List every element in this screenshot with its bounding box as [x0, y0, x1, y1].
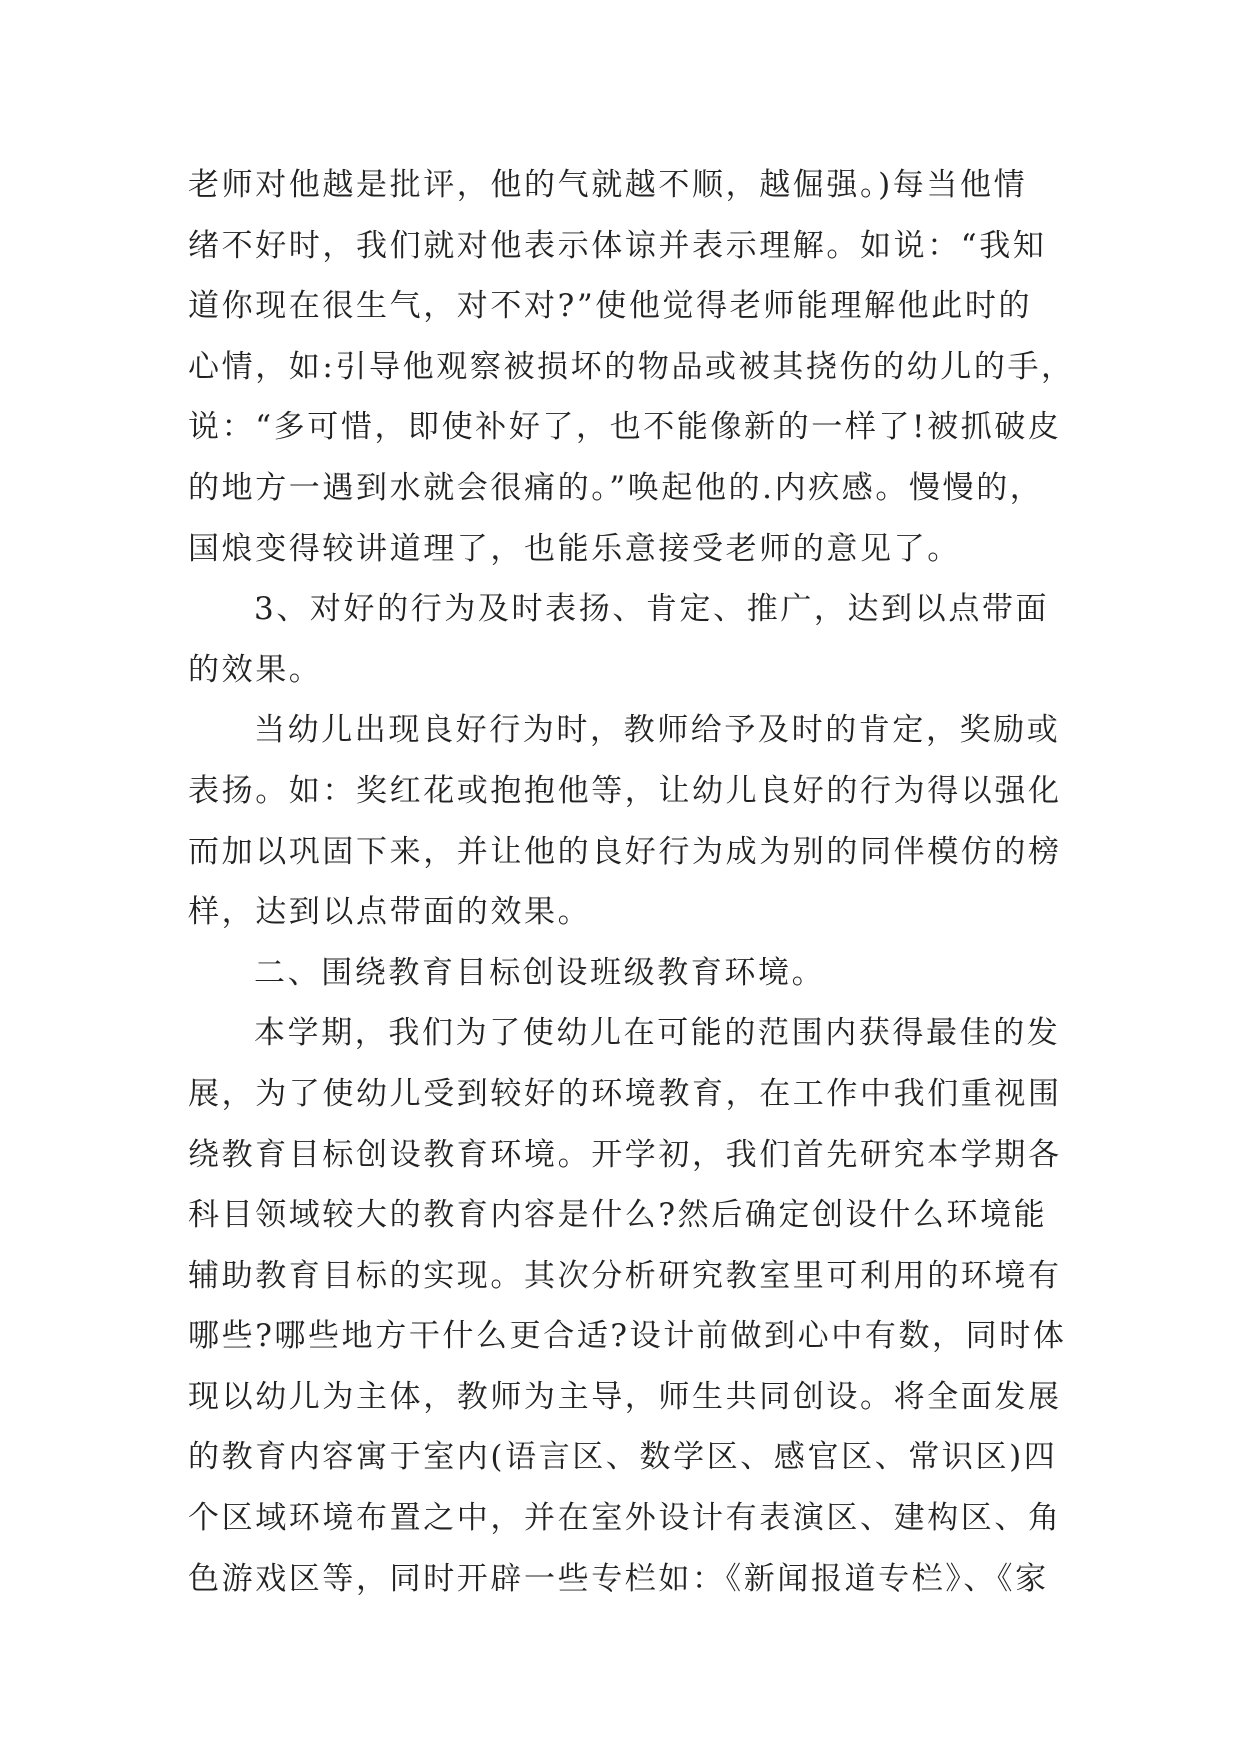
text-line: 展，为了使幼儿受到较好的环境教育，在工作中我们重视围 — [188, 1075, 1062, 1112]
text-line: 的效果。 — [188, 651, 323, 688]
paragraph-first-line: 3、对好的行为及时表扬、肯定、推广，达到以点带面 — [254, 591, 1050, 628]
text-line: 哪些?哪些地方干什么更合适?设计前做到心中有数，同时体 — [188, 1318, 1067, 1355]
text-line: 现以幼儿为主体，教师为主导，师生共同创设。将全面发展 — [188, 1378, 1062, 1415]
text-line: 老师对他越是批评，他的气就越不顺，越倔强。)每当他情 — [188, 167, 1028, 203]
text-line: 绕教育目标创设教育环境。开学初，我们首先研究本学期各 — [188, 1136, 1062, 1173]
text-line: 个区域环境布置之中，并在室外设计有表演区、建构区、角 — [188, 1500, 1062, 1537]
text-line: 的地方一遇到水就会很痛的。”唤起他的.内疚感。慢慢的， — [188, 469, 1044, 506]
text-line: 而加以巩固下来，并让他的良好行为成为别的同伴模仿的榜 — [188, 833, 1062, 870]
text-line: 心情，如:引导他观察被损坏的物品或被其挠伤的幼儿的手， — [188, 348, 1075, 385]
text-line: 说：“多可惜，即使补好了，也不能像新的一样了!被抓破皮 — [188, 409, 1062, 446]
text-line: 科目领域较大的教育内容是什么?然后确定创设什么环境能 — [188, 1197, 1048, 1234]
text-line: 的教育内容寓于室内(语言区、数学区、感官区、常识区)四 — [188, 1439, 1058, 1476]
text-line: 辅助教育目标的实现。其次分析研究教室里可利用的环境有 — [188, 1257, 1062, 1294]
text-line: 样，达到以点带面的效果。 — [188, 894, 592, 931]
text-line: 道你现在很生气，对不对?”使他觉得老师能理解他此时的 — [188, 288, 1033, 325]
paragraph-first-line: 当幼儿出现良好行为时，教师给予及时的肯定，奖励或 — [254, 712, 1061, 749]
text-line: 色游戏区等，同时开辟一些专栏如：《新闻报道专栏》、《家 — [188, 1560, 1049, 1597]
text-line: 表扬。如：奖红花或抱抱他等，让幼儿良好的行为得以强化 — [188, 772, 1062, 809]
body-text — [188, 155, 1075, 1609]
section-heading: 二、围绕教育目标创设班级教育环境。 — [254, 954, 826, 991]
text-line: 国烺变得较讲道理了，也能乐意接受老师的意见了。 — [188, 530, 961, 567]
paragraph-first-line: 本学期，我们为了使幼儿在可能的范围内获得最佳的发 — [254, 1015, 1061, 1052]
text-line: 绪不好时，我们就对他表示体谅并表示理解。如说：“我知 — [188, 227, 1047, 264]
